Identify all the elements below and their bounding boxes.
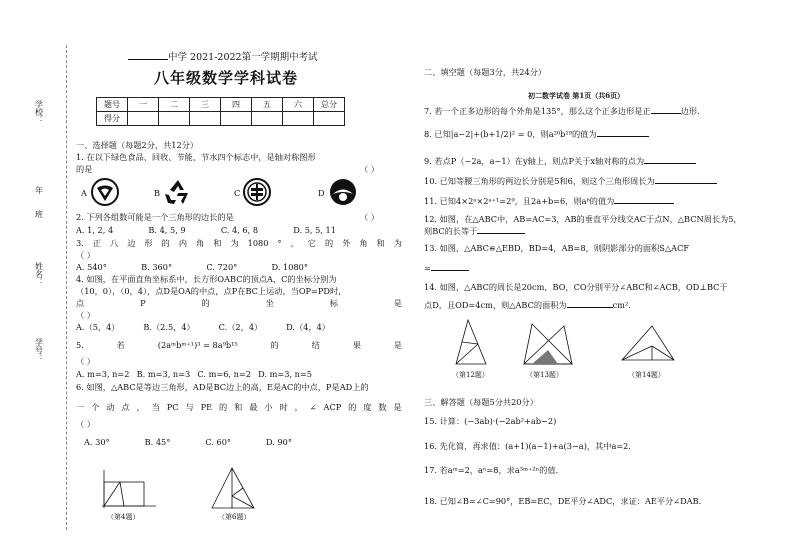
q11-text: 11. 已知4×2ᵃ×2ᵃ⁺¹=2⁹，且2a+b=6，则aᵇ的值为: [424, 196, 674, 206]
q4-text-cont: （10，0），（0，4），点D是OA的中点，点P在BC上运动，当OP=PD时，: [76, 286, 347, 296]
q1-text-cont: 的是: [76, 164, 93, 174]
q12-blank[interactable]: [477, 233, 525, 234]
grade-label: 年: [35, 186, 43, 195]
q6-figure-caption: （第6题）: [218, 513, 251, 521]
q14-text: 14. 如图，△ABC的周长是20cm，BO，CO分别平分∠ABC和∠ACB，OD⊥BC于: [424, 282, 728, 292]
option: A. m=3, n=2: [76, 369, 130, 379]
score-cell[interactable]: [159, 112, 190, 126]
score-cell[interactable]: [190, 112, 221, 126]
q18-text: 18. 已知∠B=∠C=90°，EB=EC，DE平分∠ADC，求证：AE平分∠DAB.: [424, 496, 702, 506]
q9-blank[interactable]: [644, 163, 696, 164]
q14-text-cont: 点D，且OD=4cm，则△ABC的面积为 cm².: [424, 300, 631, 310]
q3-options: [76, 262, 308, 272]
q9-text: 9. 若点P（−2a，a−1）在y轴上，则点P关于x轴对称的点为: [424, 156, 696, 166]
q1-answer-paren[interactable]: （ ）: [360, 164, 379, 174]
option: C.（2，4）: [218, 322, 263, 332]
q7-text: 7. 若一个正多边形的每个外角是135°，那么这个正多边形是正 边形.: [424, 106, 700, 116]
q5-text: 5. 若 (2aᵐbᵐ⁺¹)³ = 8a⁹b¹⁵ 的 结 果 是: [76, 340, 402, 350]
option: D.（4，4）: [286, 322, 330, 332]
q3-answer-paren[interactable]: （ ）: [76, 250, 95, 260]
q12-figure: [452, 318, 492, 368]
section2-heading: 二、填空题（每题3分，共24分）: [424, 67, 547, 77]
section3-heading: 三、解答题（每题5分共20分）: [424, 397, 538, 407]
q16-text: 16. 先化简，再求值：(a+1)(a−1)+a(3−a)，其中a=2.: [424, 441, 631, 451]
option: A.（5，4）: [76, 322, 120, 332]
table-row: [97, 112, 345, 126]
option: A. 540°: [76, 262, 107, 272]
page-header: 初二数学试卷 第1页（共6页）: [528, 91, 625, 100]
option: C. m=6, n=2: [197, 369, 251, 379]
table-row: [97, 98, 345, 112]
green-food-logo-icon[interactable]: [90, 177, 120, 207]
option: B.（2.5，4）: [143, 322, 195, 332]
option: D. m=3, n=5: [258, 369, 312, 379]
option: A. 30°: [84, 437, 110, 447]
q12-text-cont: 则BC的长等于: [424, 226, 525, 236]
q4-text: 4. 如图，在平面直角坐标系中，长方形OABC的顶点A，C的坐标分别为: [76, 274, 337, 284]
score-cell[interactable]: [283, 112, 314, 126]
option: A. 1, 2, 4: [76, 225, 114, 235]
q11-blank[interactable]: [614, 203, 674, 204]
q17-text: 17. 若aᵐ=2，aⁿ=8，求a³ᵐ⁺²ⁿ的值.: [424, 465, 559, 475]
q10-text: 10. 已知等腰三角形的两边长分别是5和6，则这个三角形周长为: [424, 176, 717, 186]
option: B. 360°: [141, 262, 173, 272]
q4-answer-paren[interactable]: （ ）: [76, 310, 95, 320]
q13-blank[interactable]: [431, 270, 469, 271]
q14-figure: [618, 324, 678, 364]
score-cell[interactable]: [252, 112, 283, 126]
binding-line: [66, 45, 67, 530]
option-label: D: [318, 188, 325, 198]
q2-options: [76, 225, 336, 235]
q6-text: 6. 如图，△ABC是等边三角形，AD是BC边上的高，E是AC的中点，P是AD上的: [76, 382, 369, 392]
score-cell[interactable]: [314, 112, 345, 126]
school-label: 学校：: [34, 100, 44, 124]
score-cell[interactable]: [221, 112, 252, 126]
q1-text: 1. 在以下绿色食品、回收、节能、节水四个标志中，是轴对称图形: [76, 152, 316, 162]
energy-saving-icon[interactable]: [242, 177, 272, 207]
table-cell: 六: [283, 98, 314, 112]
option-label: A: [81, 188, 87, 198]
option: D. 90°: [265, 437, 292, 447]
option: C. 720°: [206, 262, 238, 272]
q13-figure-caption: （第13题）: [526, 371, 563, 379]
q3-text: 3. 正 八 边 形 的 内 角 和 为 1080 ° ， 它 的 外 角 和 为: [76, 238, 402, 248]
q12-text: 12. 如图，在△ABC中，AB=AC=3，AB的垂直平分线交AC于点N，△BCN周长为5，: [424, 214, 742, 224]
recycle-icon[interactable]: [162, 177, 194, 207]
table-cell: 一: [128, 98, 159, 112]
q5-options: [76, 369, 312, 379]
q2-text: 2. 下列各组数可能是一个三角形的边长的是: [76, 212, 234, 222]
q12-figure-caption: （第12题）: [452, 371, 489, 379]
q4-figure: [98, 468, 158, 512]
table-cell: 二: [159, 98, 190, 112]
q5-answer-paren[interactable]: （ ）: [76, 356, 95, 366]
option: B. 45°: [144, 437, 171, 447]
q10-blank[interactable]: [655, 183, 717, 184]
q2-answer-paren[interactable]: （ ）: [360, 212, 379, 222]
table-cell: 五: [252, 98, 283, 112]
exam-title-line: 中学 2021-2022第一学期期中考试: [128, 53, 318, 63]
option: D. 1080°: [271, 262, 308, 272]
school-blank[interactable]: [128, 59, 168, 60]
q14-figure-caption: （第14题）: [628, 371, 665, 379]
option-label: B: [154, 188, 161, 198]
q14-blank[interactable]: [567, 307, 613, 308]
option: C. 4, 6, 8: [220, 225, 259, 235]
score-table: [96, 97, 345, 126]
page-title: 八年级数学学科试卷: [154, 69, 299, 87]
option: C. 60°: [205, 437, 232, 447]
q6-answer-paren[interactable]: （ ）: [76, 419, 95, 429]
id-label: 学号：: [34, 338, 44, 362]
option: D. 5, 5, 11: [293, 225, 336, 235]
q4-text-cont2: 点 P 的 坐 标 是: [76, 298, 402, 308]
score-cell[interactable]: [128, 112, 159, 126]
q8-text: 8. 已知|a−2|+(b+1/2)² = 0，则a²⁰b¹⁹的值为: [424, 129, 649, 139]
q8-blank[interactable]: [597, 136, 649, 137]
water-saving-icon[interactable]: [328, 177, 358, 207]
name-label: 姓名：: [34, 262, 44, 286]
q6-options: [84, 437, 292, 447]
table-cell: 三: [190, 98, 221, 112]
table-cell: 得分: [97, 112, 128, 126]
option-label: C: [234, 188, 241, 198]
section1-heading: 一、选择题（每题2分，共12分）: [76, 140, 199, 150]
option: B. 4, 5, 9: [148, 225, 186, 235]
table-cell: 题号: [97, 98, 128, 112]
q13-figure: [520, 320, 576, 368]
table-cell: 总分: [314, 98, 345, 112]
q1-options: [76, 176, 406, 208]
q4-figure-caption: （第4题）: [107, 513, 140, 521]
table-cell: 四: [221, 98, 252, 112]
option: B. m=3, n=3: [136, 369, 191, 379]
q4-options: [76, 322, 330, 332]
q6-text-cont: 一 个 动 点 ， 当 PC 与 PE 的 和 最 小 时 ， ∠ ACP 的 度 数 是: [76, 402, 402, 412]
q15-text: 15. 计算：(−3ab)·(−2ab²+ab−2): [424, 416, 557, 426]
class-label: 班: [35, 210, 43, 219]
q7-blank[interactable]: [651, 113, 681, 114]
q13-text: 13. 如图，△ABC≌△EBD，BD=4，AB=8，则阴影部分的面积S△ACF: [424, 243, 690, 253]
q13-text-cont: =: [424, 263, 469, 273]
q6-figure: [208, 466, 258, 512]
